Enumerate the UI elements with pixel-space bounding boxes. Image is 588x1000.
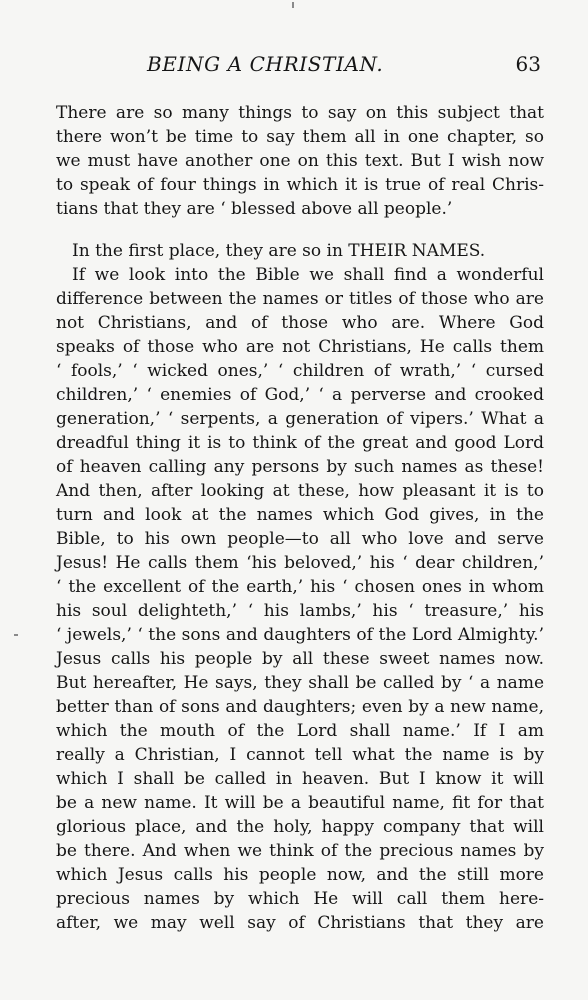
text-line: his soul delighteth,’ ‘ his lambs,’ his ‘ treasure,’ his [56, 601, 544, 621]
text-line: And then, after looking at these, how pleasant it is to [56, 481, 544, 501]
page-header [53, 52, 541, 78]
text-line: If we look into the Bible we shall find a wonderful [72, 265, 544, 285]
running-head: BEING A CHRISTIAN. [147, 52, 384, 76]
text-line: ‘ jewels,’ ‘ the sons and daughters of the Lord Almighty.’ [56, 625, 544, 645]
text-line: of heaven calling any persons by such names as these! [56, 457, 544, 477]
text-line: children,’ ‘ enemies of God,’ ‘ a perverse and crooked [56, 385, 544, 405]
text-line: There are so many things to say on this subject that [56, 103, 544, 123]
text-line: ‘ the excellent of the earth,’ his ‘ chosen ones in whom [56, 577, 544, 597]
text-line: ‘ fools,’ ‘ wicked ones,’ ‘ children of wrath,’ ‘ cursed [56, 361, 544, 381]
text-line: speaks of those who are not Christians, He calls them [56, 337, 544, 357]
print-speck [292, 2, 294, 8]
text-line: dreadful thing it is to think of the great and good Lord [56, 433, 544, 453]
text-line: Jesus calls his people by all these sweet names now. [56, 649, 544, 669]
text-line: But hereafter, He says, they shall be called by ‘ a name [56, 673, 544, 693]
text-line: Jesus! He calls them ‘his beloved,’ his ‘ dear children,’ [56, 553, 544, 573]
print-speck [14, 634, 18, 636]
text-line: really a Christian, I cannot tell what the name is by [56, 745, 544, 765]
text-line: which Jesus calls his people now, and the still more [56, 865, 544, 885]
text-line: be a new name. It will be a beautiful name, fit for that [56, 793, 544, 813]
text-line: there won’t be time to say them all in one chapter, so [56, 127, 544, 147]
text-line: which I shall be called in heaven. But I know it will [56, 769, 544, 789]
text-line: after, we may well say of Christians that they are [56, 913, 544, 933]
text-line: precious names by which He will call them here- [56, 889, 544, 909]
text-line: In the first place, they are so in THEIR NAMES. [72, 241, 486, 261]
text-line: tians that they are ‘ blessed above all people.’ [56, 199, 453, 219]
text-line: glorious place, and the holy, happy company that will [56, 817, 544, 837]
text-line: better than of sons and daughters; even by a new name, [56, 697, 544, 717]
text-line: we must have another one on this text. But I wish now [56, 151, 544, 171]
text-line: generation,’ ‘ serpents, a generation of vipers.’ What a [56, 409, 544, 429]
text-line: to speak of four things in which it is true of real Chris- [56, 175, 544, 195]
text-line: which the mouth of the Lord shall name.’ If I am [56, 721, 544, 741]
text-line: be there. And when we think of the precious names by [56, 841, 544, 861]
text-line: difference between the names or titles of those who are [56, 289, 544, 309]
text-line: not Christians, and of those who are. Where God [56, 313, 544, 333]
text-line: turn and look at the names which God gives, in the [56, 505, 544, 525]
page-number: 63 [515, 52, 541, 76]
text-line: Bible, to his own people—to all who love and serve [56, 529, 544, 549]
